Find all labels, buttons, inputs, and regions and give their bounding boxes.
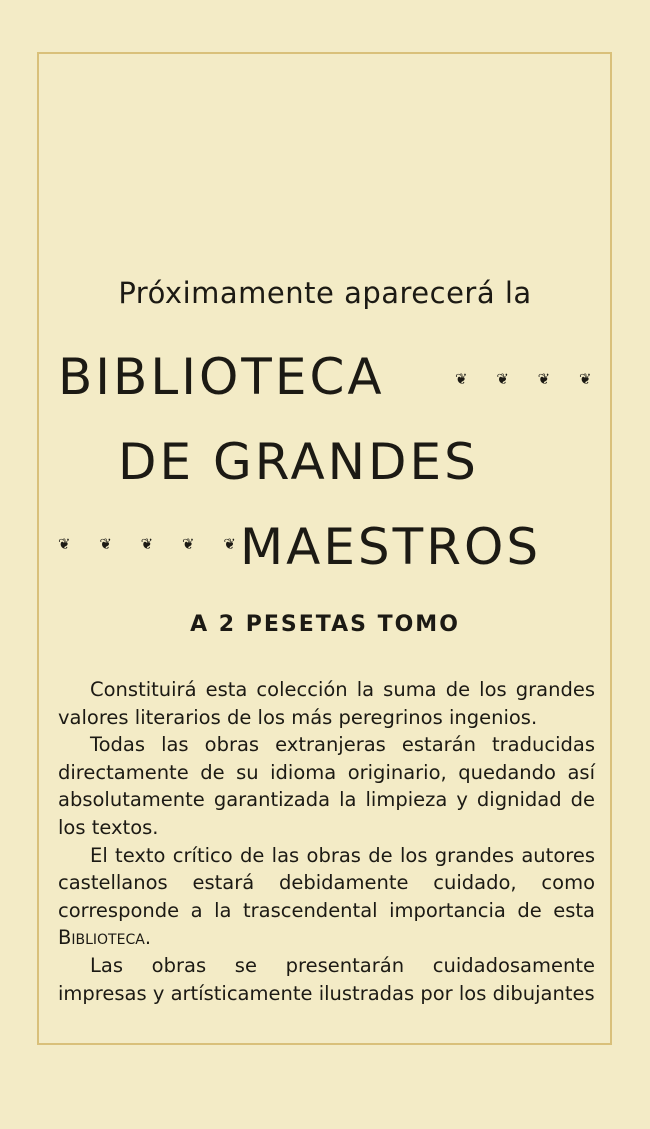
- paragraph-3: [58, 842, 595, 952]
- paragraph-1: Constituirá esta colección la suma de los grandes valores literarios de los más peregrinos ingenios.: [58, 678, 595, 729]
- intro-line: Próximamente aparecerá la: [118, 276, 532, 310]
- paragraph-3-end: .: [144, 926, 152, 950]
- body-text: [58, 676, 595, 1007]
- price-line: A 2 PESETAS TOMO: [190, 612, 460, 637]
- paragraph-2: Todas las obras extranjeras estarán traducidas directamente de su idioma originario, quedando así absolutamente garantizada la limpieza y dignidad de los textos.: [58, 733, 595, 839]
- biblioteca-smallcaps: Biblioteca: [58, 926, 145, 950]
- title-line-1: BIBLIOTECA: [58, 348, 385, 406]
- ornament-line-3: ❦ ❦ ❦ ❦ ❦: [58, 535, 248, 553]
- title-line-3: MAESTROS: [240, 518, 542, 576]
- paragraph-3-text: El texto crítico de las obras de los grandes autores castellanos estará debidamente cuidado, como corresponde a la trascendental importancia de esta: [58, 843, 595, 922]
- ornament-line-1: ❦ ❦ ❦ ❦: [455, 370, 604, 388]
- title-line-2: DE GRANDES: [118, 433, 479, 491]
- paragraph-4: Las obras se presentarán cuidadosamente impresas y artísticamente ilustradas por los dibujantes: [58, 953, 595, 1005]
